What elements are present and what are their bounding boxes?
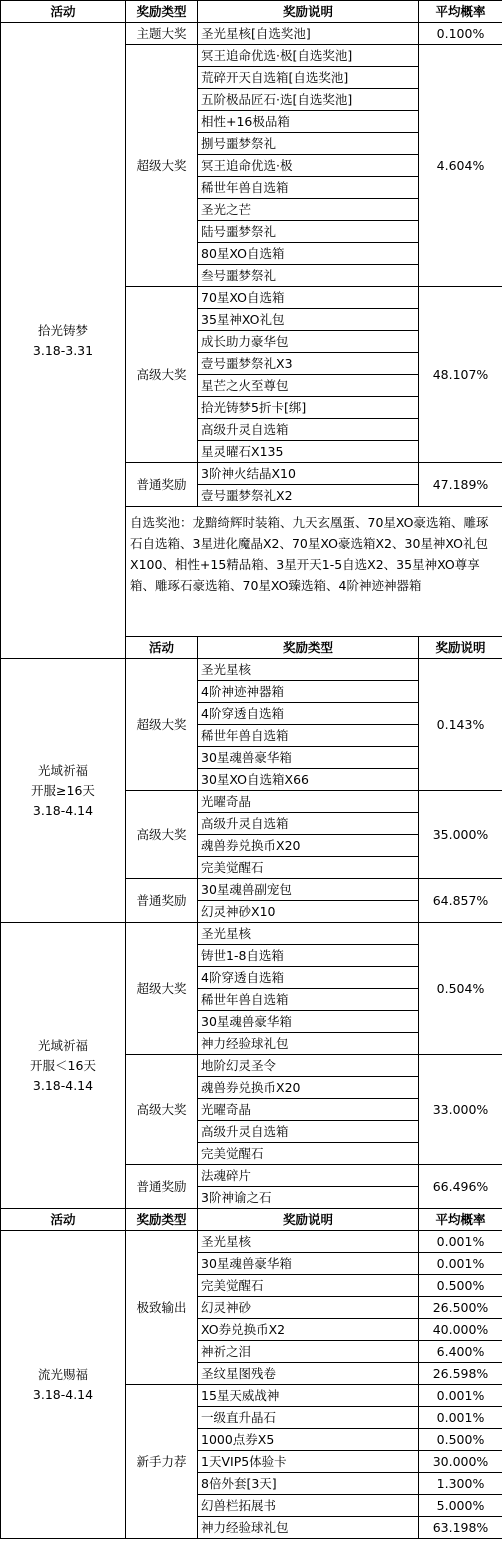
reward-item: 15星天威战神 [198,1385,419,1407]
activity-date: 3.18-4.14 [32,802,94,818]
reward-type: 新手力荐 [126,1385,198,1539]
reward-item: 4阶穿透自选箱 [198,967,419,989]
header-type: 奖励类型 [126,1,198,23]
reward-item: 80星XO自选箱 [198,243,419,265]
header-activity: 活动 [1,1,126,23]
reward-item: 圣光之芒 [198,199,419,221]
reward-item: 3阶神火结晶X10 [198,463,419,485]
reward-item: 圣光星核 [198,659,419,681]
reward-item: 70星XO自选箱 [198,287,419,309]
reward-item: 幻灵神砂 [198,1297,419,1319]
reward-item: 30星XO自选箱X66 [198,769,419,791]
reward-item: 完美觉醒石 [198,1143,419,1165]
reward-item: 圣光星核 [198,1231,419,1253]
reward-item: 冥王追命优选·极[自选奖池] [198,45,419,67]
reward-prob: 64.857% [419,879,502,923]
reward-item: 稀世年兽自选箱 [198,989,419,1011]
reward-item: 神力经验球礼包 [198,1517,419,1539]
activity-cell [1,23,126,659]
reward-item: 星芒之火至尊包 [198,375,419,397]
reward-item: 五阶极品匠石·选[自选奖池] [198,89,419,111]
reward-item: 地阶幻灵圣令 [198,1055,419,1077]
reward-item: 1000点券X5 [198,1429,419,1451]
activity-date: 3.18-4.14 [32,1077,94,1093]
table-row [1,23,502,45]
reward-prob: 0.100% [419,23,502,45]
reward-item: 拾光铸梦5折卡[绑] [198,397,419,419]
reward-item: 陆号噩梦祭礼 [198,221,419,243]
reward-item: 壹号噩梦祭礼X3 [198,353,419,375]
reward-item: 4阶穿透自选箱 [198,703,419,725]
reward-prob: 63.198% [419,1517,502,1539]
reward-prob: 47.189% [419,463,502,507]
activity-name: 流光赐福 [37,1366,88,1382]
reward-item: 30星魂兽副宠包 [198,879,419,901]
reward-item: 圣纹星图残卷 [198,1363,419,1385]
reward-type: 主题大奖 [126,23,198,45]
reward-prob: 26.598% [419,1363,502,1385]
reward-item: 荒碎开天自选箱[自选奖池] [198,67,419,89]
reward-prob: 5.000% [419,1495,502,1517]
header-desc: 奖励说明 [419,637,502,659]
reward-item: 捌号噩梦祭礼 [198,133,419,155]
reward-type: 高级大奖 [126,791,198,879]
reward-item: 成长助力豪华包 [198,331,419,353]
reward-item: 完美觉醒石 [198,857,419,879]
activity-condition: 开服≥16天 [31,782,95,798]
reward-item: 圣光星核[自选奖池] [198,23,419,45]
activity-date: 3.18-4.14 [32,1386,94,1402]
reward-item: XO券兑换币X2 [198,1319,419,1341]
reward-type: 极致输出 [126,1231,198,1385]
reward-item: 光曜奇晶 [198,1099,419,1121]
reward-type: 普通奖励 [126,1165,198,1209]
activity-name: 拾光铸梦 [37,322,88,338]
reward-item: 相性+16极品箱 [198,111,419,133]
reward-item: 神祈之泪 [198,1341,419,1363]
reward-item: 35星神XO礼包 [198,309,419,331]
reward-item: 高级升灵自选箱 [198,419,419,441]
reward-item: 30星魂兽豪华箱 [198,1253,419,1275]
reward-item: 光曜奇晶 [198,791,419,813]
reward-prob: 30.000% [419,1451,502,1473]
activity-cell [1,1231,126,1539]
reward-item: 8倍外套[3天] [198,1473,419,1495]
reward-prob: 6.400% [419,1341,502,1363]
reward-item: 圣光星核 [198,923,419,945]
reward-prob: 0.504% [419,923,502,1055]
table-row [1,923,502,945]
reward-item: 4阶神迹神器箱 [198,681,419,703]
reward-item: 稀世年兽自选箱 [198,177,419,199]
reward-item: 30星魂兽豪华箱 [198,747,419,769]
activity-cell [1,923,126,1209]
header-prob: 平均概率 [419,1,502,23]
reward-item: 高级升灵自选箱 [198,1121,419,1143]
reward-item: 幻兽栏拓展书 [198,1495,419,1517]
header-row [1,1,502,23]
table-row [1,659,502,681]
header-activity: 活动 [126,637,198,659]
reward-prob: 0.001% [419,1231,502,1253]
reward-prob: 0.500% [419,1429,502,1451]
reward-prob: 66.496% [419,1165,502,1209]
header-desc: 奖励说明 [198,1,419,23]
reward-prob: 33.000% [419,1055,502,1165]
reward-prob: 0.001% [419,1407,502,1429]
reward-prob: 1.300% [419,1473,502,1495]
reward-item: 完美觉醒石 [198,1275,419,1297]
reward-prob: 35.000% [419,791,502,879]
reward-item: 高级升灵自选箱 [198,813,419,835]
activity-name: 光域祈福 [37,1037,88,1053]
reward-item: 星灵曜石X135 [198,441,419,463]
reward-item: 1天VIP5体验卡 [198,1451,419,1473]
header-type: 奖励类型 [198,637,419,659]
reward-item: 魂兽券兑换币X20 [198,835,419,857]
table-row [1,1231,502,1253]
reward-item: 3阶神谕之石 [198,1187,419,1209]
reward-item: 铸世1-8自选箱 [198,945,419,967]
header-activity: 活动 [1,1209,126,1231]
header-prob: 平均概率 [419,1209,502,1231]
reward-prob: 4.604% [419,45,502,287]
reward-type: 超级大奖 [126,45,198,287]
reward-item: 法魂碎片 [198,1165,419,1187]
reward-item: 壹号噩梦祭礼X2 [198,485,419,507]
reward-item: 魂兽券兑换币X20 [198,1077,419,1099]
reward-type: 普通奖励 [126,879,198,923]
reward-type: 普通奖励 [126,463,198,507]
reward-item: 冥王追命优选·极 [198,155,419,177]
reward-type: 超级大奖 [126,659,198,791]
reward-item: 幻灵神砂X10 [198,901,419,923]
reward-prob: 40.000% [419,1319,502,1341]
reward-prob: 26.500% [419,1297,502,1319]
activity-date: 3.18-3.31 [32,342,94,358]
activity-cell [1,659,126,923]
reward-item: 稀世年兽自选箱 [198,725,419,747]
header-desc: 奖励说明 [198,1209,419,1231]
reward-type: 超级大奖 [126,923,198,1055]
reward-type: 高级大奖 [126,287,198,463]
reward-prob: 0.001% [419,1385,502,1407]
reward-type: 高级大奖 [126,1055,198,1165]
reward-item: 一级直升晶石 [198,1407,419,1429]
reward-item: 30星魂兽豪华箱 [198,1011,419,1033]
activity-condition: 开服＜16天 [30,1057,96,1073]
activity-name: 光域祈福 [37,762,88,778]
reward-item: 叁号噩梦祭礼 [198,265,419,287]
reward-prob: 48.107% [419,287,502,463]
header-row [1,1209,502,1231]
reward-prob: 0.500% [419,1275,502,1297]
reward-prob: 0.001% [419,1253,502,1275]
reward-prob: 0.143% [419,659,502,791]
pool-note: 自选奖池：龙黯绮辉时装箱、九天玄凰蛋、70星XO豪选箱、雕琢石自选箱、3星进化魔晶X2、70星XO豪选箱X2、30星神XO礼包X100、相性+15精品箱、3星开天1-5自选X2、35星神XO尊享箱、雕琢石豪选箱、70星XO臻选箱、4阶神迹神器箱 [126,507,502,637]
reward-item: 神力经验球礼包 [198,1033,419,1055]
header-type: 奖励类型 [126,1209,198,1231]
